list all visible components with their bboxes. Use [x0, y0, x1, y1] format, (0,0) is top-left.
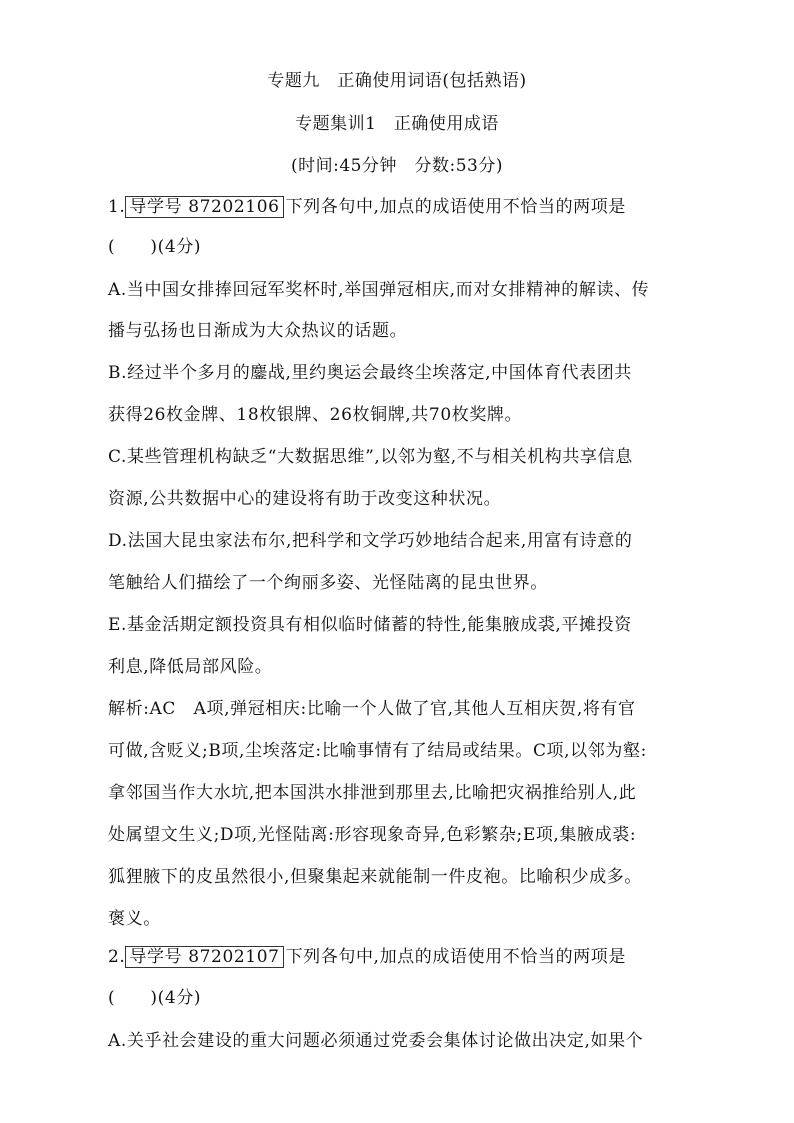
- option-d-line-2: 笔触给人们描绘了一个绚丽多姿、光怪陆离的昆虫世界。: [108, 573, 548, 593]
- option-b-line-2: 获得26枚金牌、18枚银牌、26枚铜牌,共70枚奖牌。: [108, 405, 523, 425]
- question-stem-text: 下列各句中,加点的成语使用不恰当的两项是: [285, 947, 626, 967]
- analysis-line-1: 解析:AC A项,弹冠相庆:比喻一个人做了官,其他人互相庆贺,将有官: [108, 699, 636, 719]
- question-2-stem: [108, 946, 688, 968]
- option-e-line-2: 利息,降低局部风险。: [108, 657, 273, 677]
- option-c-line-1: C.某些管理机构缺乏“大数据思维”,以邻为壑,不与相关机构共享信息: [108, 447, 633, 467]
- option-a-line-2: 播与弘扬也日渐成为大众热议的话题。: [108, 321, 408, 341]
- analysis-line-5: 狐狸腋下的皮虽然很小,但聚集起来就能制一件皮袍。比喻积少成多。: [108, 867, 643, 887]
- analysis-line-6: 褒义。: [108, 909, 161, 929]
- option-d-line-1: D.法国大昆虫家法布尔,把科学和文学巧妙地结合起来,用富有诗意的: [108, 531, 633, 551]
- q2-option-a-line-1: A.关乎社会建设的重大问题必须通过党委会集体讨论做出决定,如果个: [108, 1031, 644, 1051]
- question-1-score: ( )(4分): [108, 237, 202, 257]
- analysis-line-3: 拿邻国当作大水坑,把本国洪水排泄到那里去,比喻把灾祸推给别人,此: [108, 783, 637, 803]
- subtopic-title: 专题集训1 正确使用成语: [295, 114, 499, 134]
- question-number: 1.: [108, 197, 126, 217]
- option-c-line-2: 资源,公共数据中心的建设将有助于改变这种状况。: [108, 489, 502, 509]
- topic-title: 专题九 正确使用词语(包括熟语): [267, 71, 527, 91]
- option-a-line-1: A.当中国女排捧回冠军奖杯时,举国弹冠相庆,而对女排精神的解读、传: [108, 280, 650, 300]
- analysis-line-4: 处属望文生义;D项,光怪陆离:形容现象奇异,色彩繁杂;E项,集腋成裘:: [108, 825, 637, 845]
- question-number: 2.: [108, 947, 126, 967]
- exam-meta: (时间:45分钟 分数:53分): [291, 156, 503, 176]
- question-2-score: ( )(4分): [108, 988, 202, 1008]
- option-b-line-1: B.经过半个多月的鏖战,里约奥运会最终尘埃落定,中国体育代表团共: [108, 363, 632, 383]
- question-stem-text: 下列各句中,加点的成语使用不恰当的两项是: [285, 197, 626, 217]
- guide-code-box: 导学号 87202106: [125, 196, 283, 218]
- question-1-stem: [108, 196, 688, 218]
- analysis-line-2: 可做,含贬义;B项,尘埃落定:比喻事情有了结局或结果。C项,以邻为壑:: [108, 741, 647, 761]
- guide-code-box: 导学号 87202107: [125, 946, 283, 968]
- option-e-line-1: E.基金活期定额投资具有相似临时储蓄的特性,能集腋成裘,平摊投资: [108, 615, 632, 635]
